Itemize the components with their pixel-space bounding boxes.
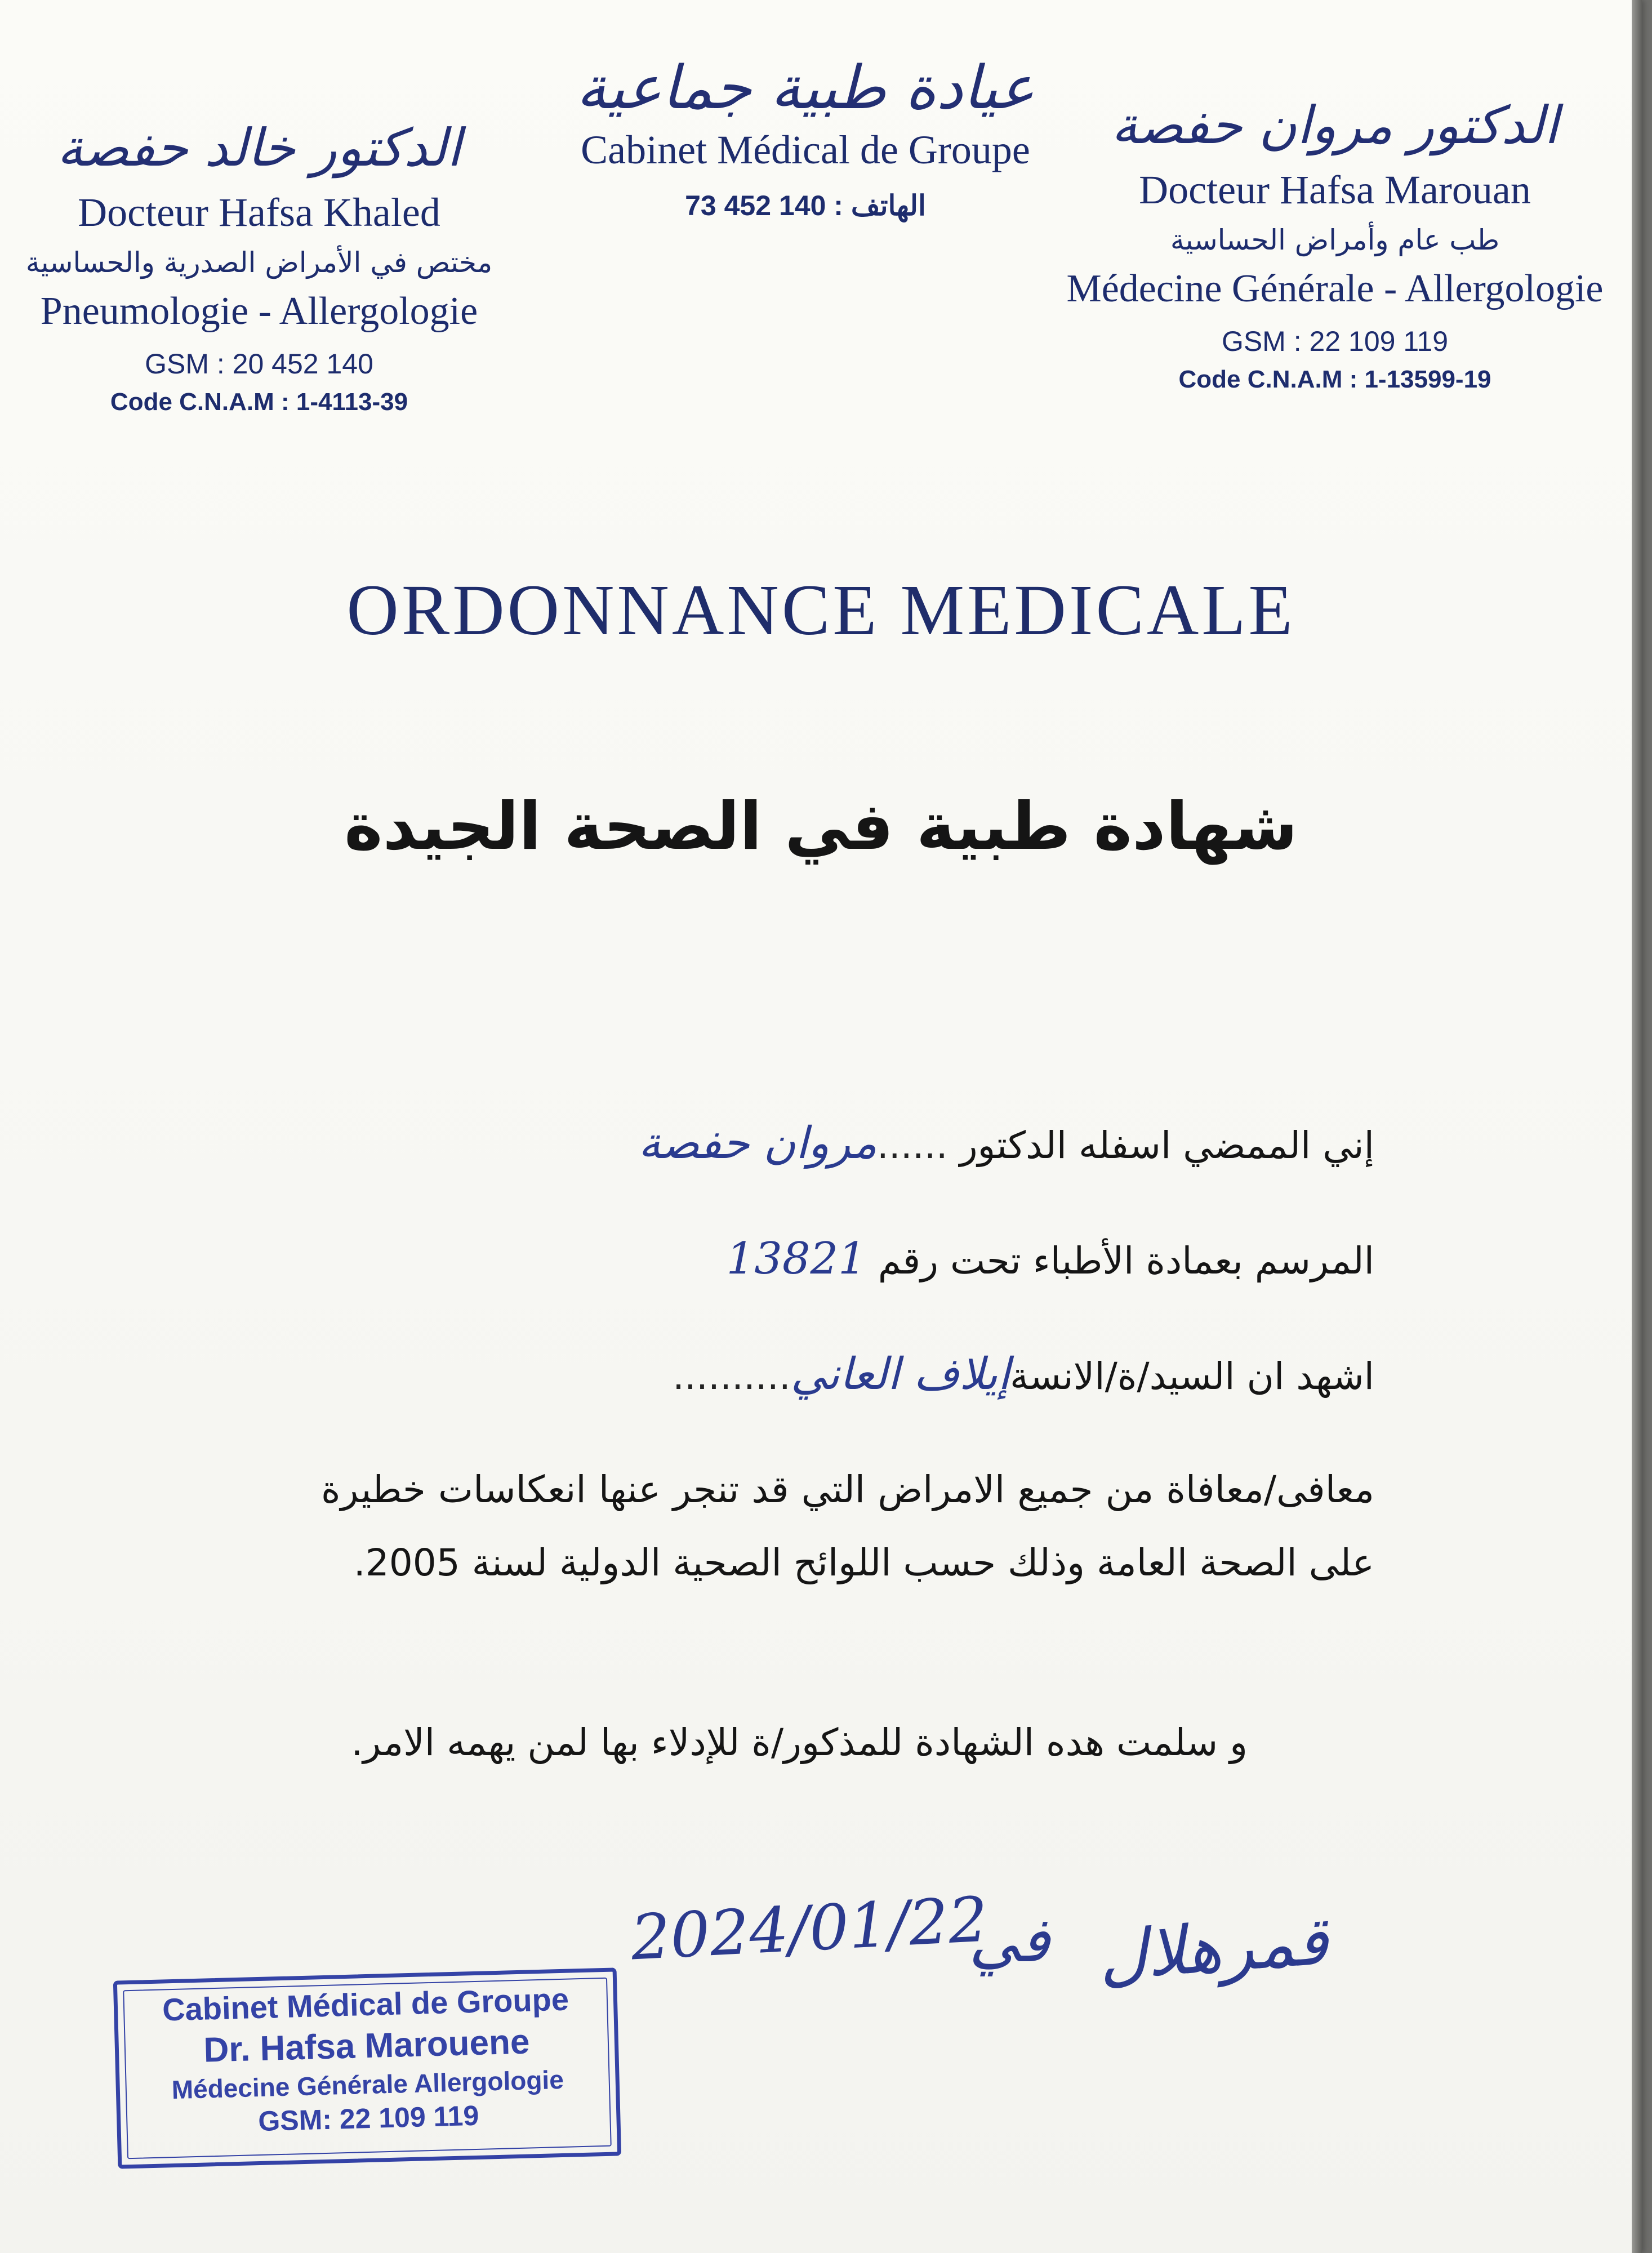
patient-dots: .......... [673,1355,791,1398]
patient-line [673,1349,1374,1400]
doctor-handwritten-name: مروان حفصة [638,1118,877,1169]
health-statement-paragraph: معافى/معافاة من جميع الامراض التي قد تنجر عنها انعكاسات خطيرة على الصحة العامة وذلك حسب اللوائح الصحية الدولية لسنة 2005. [321,1468,1374,1584]
certificate-title: شهادة طبية في الصحة الجيدة [344,789,1298,865]
doctor-left-script-name: الدكتور خالد حفصة [57,118,461,178]
stamp-doctor-name: Dr. Hafsa Marouene [203,2022,531,2070]
patient-handwritten-name: إيلاف العاني [790,1349,1010,1400]
stamp-specialty: Médecine Générale Allergologie [171,2064,564,2105]
handwritten-date: 2024/01/22 [629,1883,990,1974]
cabinet-phone: الهاتف : 140 452 73 [685,189,926,221]
doctor-left-specialty-ar: مختص في الأمراض الصدرية والحساسية [25,246,493,279]
doctor-left-header [11,118,507,416]
doctor-right-gsm: GSM : 22 109 119 [1221,326,1449,358]
handwritten-fi: في [969,1904,1050,1976]
doctor-stamp [113,1967,621,2169]
cabinet-script-name: عيادة طبية جماعية [576,53,1035,122]
signature-date-area [620,1883,1352,2016]
stamp-gsm: GSM: 22 109 119 [257,2099,479,2138]
document-title: ORDONNANCE MEDICALE [346,570,1295,650]
declaration-dots: ...... [876,1124,948,1167]
doctor-right-name: Docteur Hafsa Marouan [1139,167,1531,212]
cabinet-header [552,54,1059,222]
doctor-declaration-line [638,1118,1374,1169]
doctor-right-cnam: Code C.N.A.M : 1-13599-19 [1178,366,1491,394]
patient-label: اشهد ان السيد/ة/الانسة [1009,1355,1374,1398]
stamp-inner-border [123,1978,612,2159]
paper-edge-shadow [1632,0,1642,2253]
doctor-left-name: Docteur Hafsa Khaled [78,189,440,235]
doctor-right-specialty-ar: طب عام وأمراض الحساسية [1170,224,1500,257]
doctor-left-gsm: GSM : 20 452 140 [145,348,373,380]
registration-number-handwritten: 13821 [726,1234,866,1284]
doctor-left-specialty-fr: Pneumologie - Allergologie [40,290,478,333]
stamp-cabinet: Cabinet Médical de Groupe [162,1981,569,2028]
doctor-right-specialty-fr: Médecine Générale - Allergologie [1066,267,1604,311]
registration-line [727,1234,1374,1284]
doctor-right-header [1036,96,1633,394]
cabinet-name-fr: Cabinet Médical de Groupe [581,127,1030,172]
registration-label: المرسم بعمادة الأطباء تحت رقم [878,1239,1374,1283]
closing-line: و سلمت هده الشهادة للمذكور/ة للإدلاء بها لمن يهمه الامر. [351,1721,1248,1764]
declaration-label: إني الممضي اسفله الدكتور [959,1124,1374,1167]
doctor-left-cnam: Code C.N.A.M : 1-4113-39 [110,388,408,416]
doctor-right-script-name: الدكتور مروان حفصة [1111,95,1559,155]
handwritten-place: قمرهلال [1096,1901,1331,1996]
